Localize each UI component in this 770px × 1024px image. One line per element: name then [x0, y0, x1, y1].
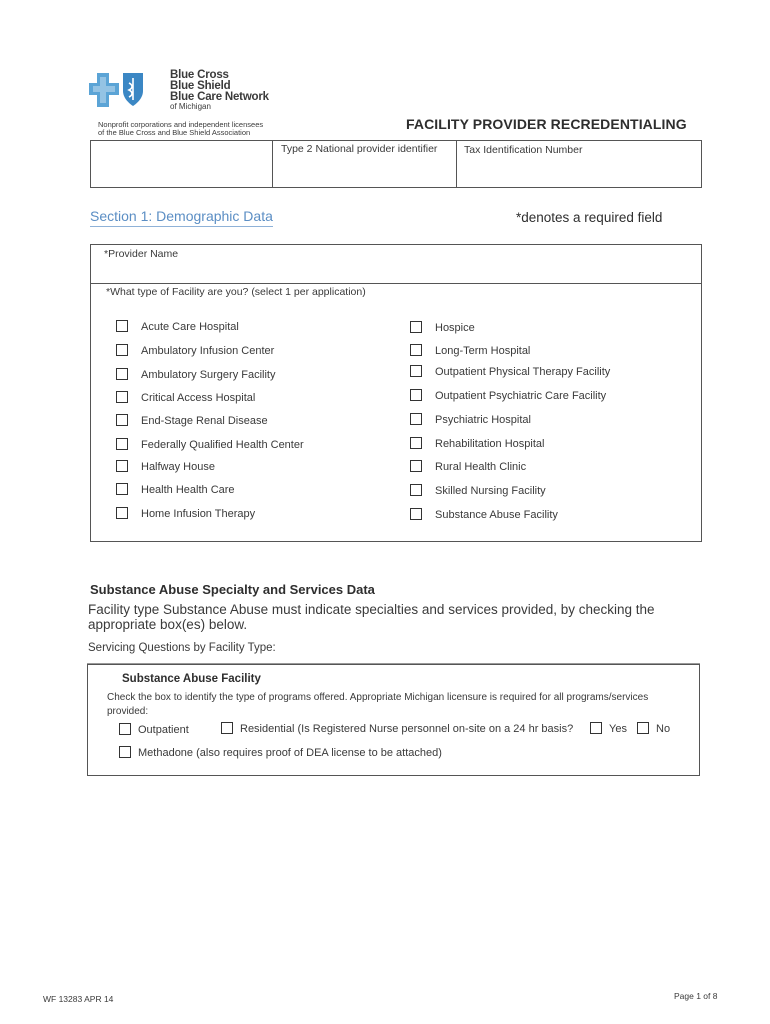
checkbox[interactable]	[116, 414, 128, 426]
page-number: Page 1 of 8	[674, 991, 718, 1001]
facility-option-critical-access[interactable]: Critical Access Hospital	[116, 391, 255, 405]
facility-option-fqhc[interactable]: Federally Qualified Health Center	[116, 438, 304, 452]
facility-option-home-infusion[interactable]: Home Infusion Therapy	[116, 507, 255, 521]
facility-option-rehabilitation[interactable]: Rehabilitation Hospital	[410, 437, 544, 451]
tin-label: Tax Identification Number	[464, 144, 583, 156]
checkbox[interactable]	[410, 460, 422, 472]
checkbox[interactable]	[116, 507, 128, 519]
checkbox[interactable]	[119, 723, 131, 735]
facility-option-substance-abuse[interactable]: Substance Abuse Facility	[410, 508, 558, 522]
checkbox[interactable]	[410, 321, 422, 333]
checkbox[interactable]	[116, 460, 128, 472]
form-id: WF 13283 APR 14	[43, 994, 114, 1004]
identifier-box	[90, 140, 702, 188]
checkbox[interactable]	[116, 320, 128, 332]
facility-option-outpatient-pt[interactable]: Outpatient Physical Therapy Facility	[410, 365, 610, 379]
rn-onsite-yes[interactable]: Yes	[590, 722, 627, 736]
facility-option-ambulatory-surgery[interactable]: Ambulatory Surgery Facility	[116, 368, 276, 382]
substance-abuse-body: Facility type Substance Abuse must indicate specialties and services provided, by checking the appropriate box(es) below.	[88, 602, 655, 632]
divider	[91, 283, 701, 284]
checkbox[interactable]	[410, 508, 422, 520]
nonprofit-note-1: Nonprofit corporations and independent licensees	[98, 120, 264, 129]
checkbox[interactable]	[410, 344, 422, 356]
checkbox[interactable]	[590, 722, 602, 734]
checkbox[interactable]	[637, 722, 649, 734]
checkbox[interactable]	[410, 389, 422, 401]
program-option-methadone[interactable]: Methadone (also requires proof of DEA license to be attached)	[119, 746, 442, 760]
facility-option-ambulatory-infusion[interactable]: Ambulatory Infusion Center	[116, 344, 274, 358]
checkbox[interactable]	[221, 722, 233, 734]
facility-option-outpatient-psych[interactable]: Outpatient Psychiatric Care Facility	[410, 389, 606, 403]
brand-sub: of Michigan	[170, 102, 211, 111]
provider-name-label: *Provider Name	[104, 248, 179, 260]
nonprofit-note-2: of the Blue Cross and Blue Shield Association	[98, 128, 251, 137]
substance-abuse-instructions: Check the box to identify the type of programs offered. Appropriate Michigan licensure is required for all programs/services provided:	[107, 692, 649, 717]
facility-option-health-care[interactable]: Health Health Care	[116, 483, 235, 497]
facility-option-rural-health[interactable]: Rural Health Clinic	[410, 460, 526, 474]
facility-option-hospice[interactable]: Hospice	[410, 321, 475, 335]
brand-line-3: Blue Care Network	[170, 91, 269, 103]
brand-line-1: Blue Cross	[170, 69, 229, 81]
divider	[456, 141, 457, 187]
facility-option-halfway-house[interactable]: Halfway House	[116, 460, 215, 474]
checkbox[interactable]	[116, 344, 128, 356]
checkbox[interactable]	[410, 484, 422, 496]
facility-question: *What type of Facility are you? (select 1 per application)	[106, 286, 366, 298]
document-title: FACILITY PROVIDER RECREDENTIALING	[406, 116, 687, 132]
checkbox[interactable]	[410, 365, 422, 377]
facility-option-acute-care[interactable]: Acute Care Hospital	[116, 320, 239, 334]
program-option-outpatient[interactable]: Outpatient	[119, 723, 189, 737]
divider	[272, 141, 273, 187]
checkbox[interactable]	[116, 391, 128, 403]
checkbox[interactable]	[116, 438, 128, 450]
npi-label: Type 2 National provider identifier	[281, 143, 438, 155]
facility-option-long-term[interactable]: Long-Term Hospital	[410, 344, 530, 358]
required-note: *denotes a required field	[516, 210, 663, 225]
substance-abuse-box-title: Substance Abuse Facility	[122, 673, 261, 685]
facility-option-end-stage-renal[interactable]: End-Stage Renal Disease	[116, 414, 268, 428]
checkbox[interactable]	[119, 746, 131, 758]
checkbox[interactable]	[116, 368, 128, 380]
program-option-residential[interactable]: Residential (Is Registered Nurse personnel on-site on a 24 hr basis?	[221, 722, 573, 736]
brand-line-2: Blue Shield	[170, 80, 231, 92]
rn-onsite-no[interactable]: No	[637, 722, 670, 736]
checkbox[interactable]	[410, 437, 422, 449]
facility-option-skilled-nursing[interactable]: Skilled Nursing Facility	[410, 484, 546, 498]
substance-abuse-heading: Substance Abuse Specialty and Services Data	[90, 582, 375, 597]
checkbox[interactable]	[410, 413, 422, 425]
checkbox[interactable]	[116, 483, 128, 495]
bcbs-logo-icon	[89, 71, 145, 109]
facility-option-psychiatric[interactable]: Psychiatric Hospital	[410, 413, 531, 427]
servicing-questions-label: Servicing Questions by Facility Type:	[88, 642, 276, 654]
section-title: Section 1: Demographic Data	[90, 208, 273, 227]
